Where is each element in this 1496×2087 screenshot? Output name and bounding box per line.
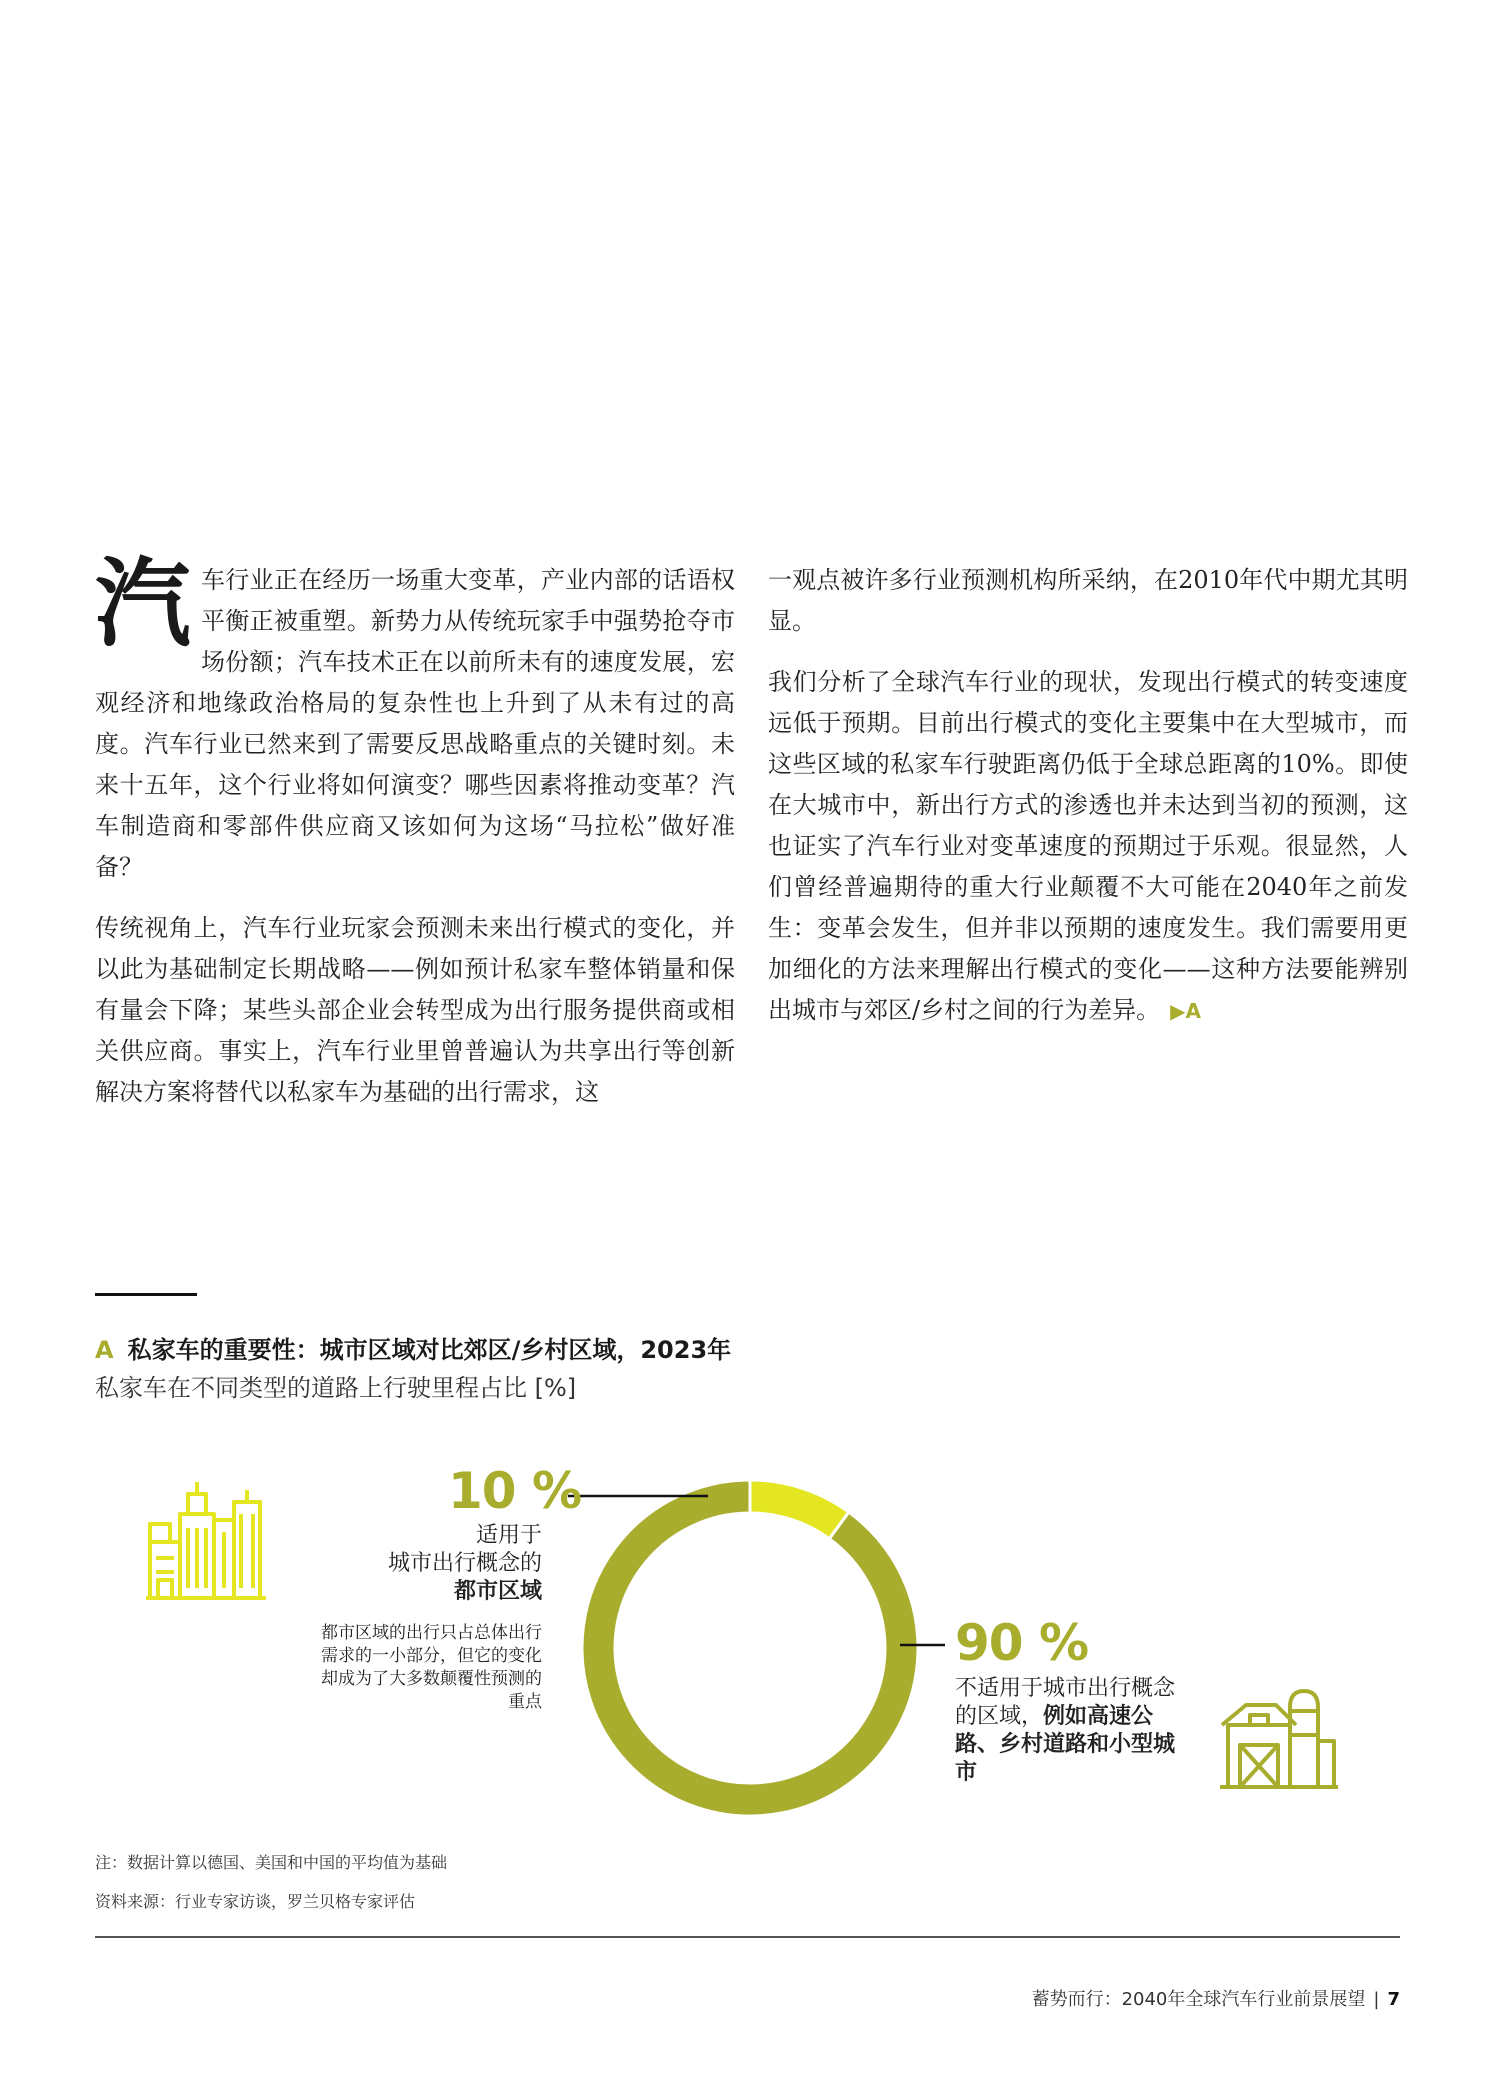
page-number: 7	[1387, 1989, 1400, 2010]
label-90-prefix: 不适用于城市出行概念的区域，	[955, 1676, 1176, 1729]
chart-reference-link[interactable]: ▶A	[1170, 999, 1201, 1023]
label-10-bold-text: 都市区域	[453, 1579, 542, 1604]
label-10-line-1: 适用于	[475, 1523, 542, 1548]
label-10-bold	[330, 1578, 542, 1606]
chart-tag: A	[95, 1336, 114, 1364]
chart-note: 注：数据计算以德国、美国和中国的平均值为基础	[95, 1853, 448, 1872]
footer-title: 蓄势而行：2040年全球汽车行业前景展望	[1031, 1989, 1366, 2010]
pct-label-90: 90 %	[955, 1614, 1089, 1672]
paragraph-1-text: 车行业正在经历一场重大变革，产业内部的话语权平衡正被重塑。新势力从传统玩家手中强势抢夺市场份额；汽车技术正在以前所未有的速度发展，宏观经济和地缘政治格局的复杂性也上升到了从未有过的高度。汽车行业已然来到了需要反思战略重点的关键时刻。未来十五年，这个行业将如何演变？哪些因素将推动变革？汽车制造商和零部件供应商又该如何为这场“马拉松”做好准备？	[95, 566, 735, 881]
paragraph-3: 一观点被许多行业预测机构所采纳，在2010年代中期尤其明显。	[768, 566, 1408, 635]
chart-title-text: 私家车的重要性：城市区域对比郊区/乡村区域，2023年	[127, 1336, 732, 1364]
chart-notes	[95, 1850, 447, 1928]
label-90-bold: 例如高速公路、乡村道路和小型城市	[955, 1704, 1176, 1785]
label-10-text	[330, 1522, 542, 1606]
chart-subtitle: 私家车在不同类型的道路上行驶里程占比 [%]	[95, 1374, 577, 1402]
label-10-line-2: 城市出行概念的	[387, 1551, 542, 1576]
pct-label-10: 10 %	[448, 1462, 582, 1520]
label-10-description: 都市区域的出行只占总体出行需求的一小部分，但它的变化却成为了大多数颠覆性预测的重点	[321, 1623, 542, 1712]
page-footer	[1032, 1985, 1400, 2011]
label-90-text	[955, 1675, 1187, 1787]
chart-source: 资料来源：行业专家访谈，罗兰贝格专家评估	[95, 1892, 416, 1911]
footer-separator: |	[1373, 1989, 1380, 2010]
barn-silo-icon	[1218, 1685, 1340, 1795]
drop-cap: 汽	[95, 547, 191, 660]
footer-divider	[95, 1936, 1400, 1938]
paragraph-2: 传统视角上，汽车行业玩家会预测未来出行模式的变化，并以此为基础制定长期战略——例如预计私家车整体销量和保有量会下降；某些头部企业会转型成为出行服务提供商或相关供应商。事实上，汽车行业里曾普遍认为共享出行等创新解决方案将替代以私家车为基础的出行需求，这	[95, 914, 735, 1106]
paragraph-4-text: 我们分析了全球汽车行业的现状，发现出行模式的转变速度远低于预期。目前出行模式的变化主要集中在大型城市，而这些区域的私家车行驶距离仍低于全球总距离的10%。即使在大城市中，新出行方式的渗透也并未达到当初的预测，这也证实了汽车行业对变革速度的预期过于乐观。很显然，人们曾经普遍期待的重大行业颠覆不大可能在2040年之前发生：变革会发生，但并非以预期的速度发生。我们需要用更加细化的方法来理解出行模式的变化——这种方法要能辨别出城市与郊区/乡村之间的行为差异。	[768, 668, 1408, 1024]
